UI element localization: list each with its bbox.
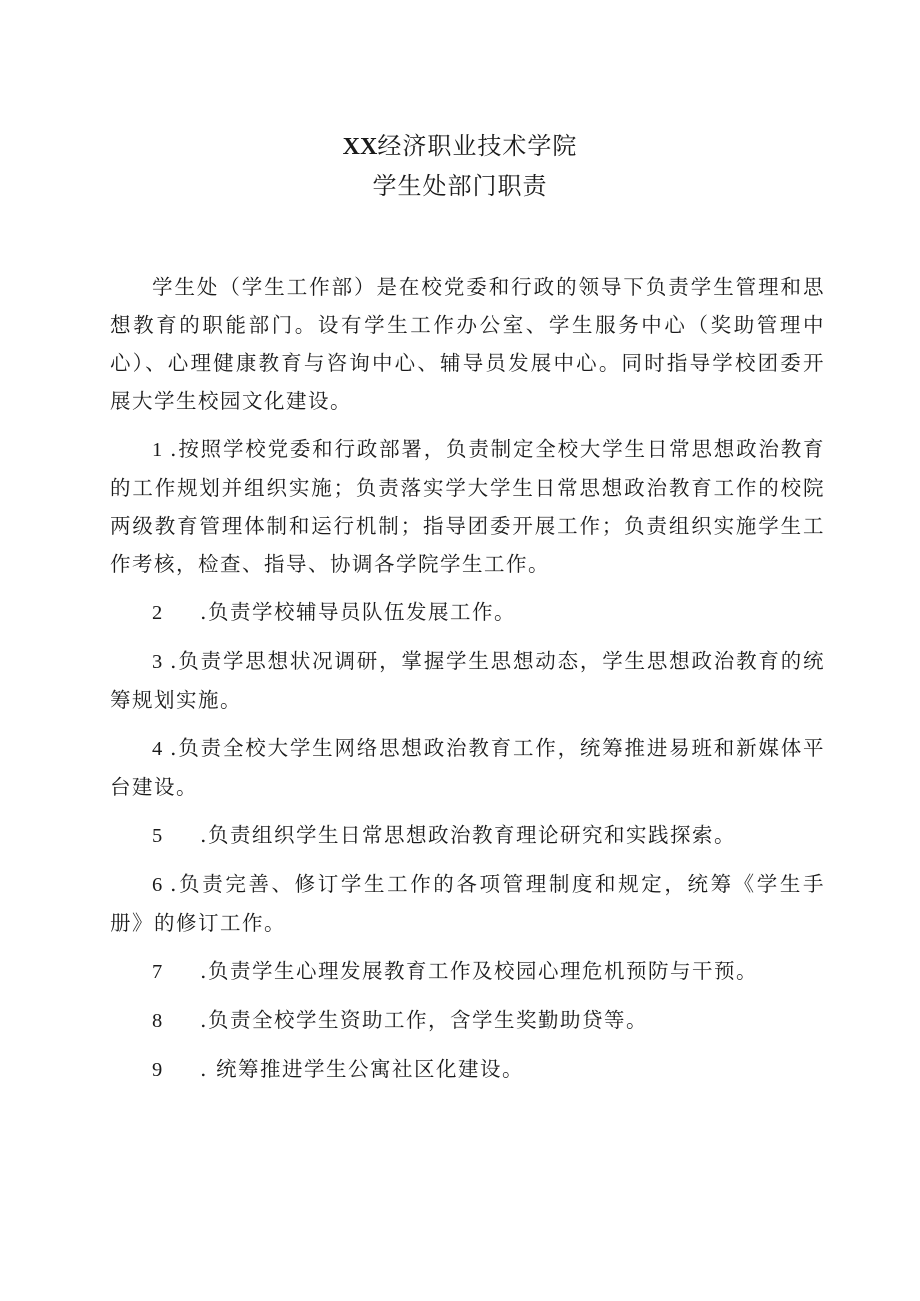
title-prefix: XX (342, 134, 378, 160)
item-number: 2 (152, 602, 163, 624)
item-number: 1 (152, 439, 163, 461)
title-rest: 经济职业技术学院 (377, 132, 578, 160)
item-text: . 统筹推进学生公寓社区化建设。 (200, 1057, 525, 1081)
item-text: .负责学生心理发展教育工作及校园心理危机预防与干预。 (200, 959, 759, 983)
list-item (110, 942, 825, 991)
item-text: .负责组织学生日常思想政治教育理论研究和实践探索。 (200, 823, 737, 847)
item-number: 6 (152, 874, 163, 896)
list-item (110, 806, 825, 855)
item-number: 7 (152, 961, 163, 983)
item-text: .负责学思想状况调研，掌握学生思想动态，学生思想政治教育的统筹规划实施。 (110, 649, 825, 712)
item-text: .负责完善、修订学生工作的各项管理制度和规定，统筹《学生手册》的修订工作。 (110, 872, 825, 935)
list-item (110, 632, 825, 719)
list-item (110, 719, 825, 806)
document-title (0, 126, 920, 166)
intro-paragraph: 学生处（学生工作部）是在校党委和行政的领导下负责学生管理和思想教育的职能部门。设有学生工作办公室、学生服务中心（奖助管理中心）、心理健康教育与咨询中心、辅导员发展中心。同时指导学校团委开展大学生校园文化建设。 (110, 275, 825, 413)
document-body (110, 268, 825, 1089)
item-number: 9 (152, 1059, 163, 1081)
item-number: 8 (152, 1010, 163, 1032)
title-block (0, 126, 920, 206)
document-subtitle: 学生处部门职责 (372, 172, 548, 200)
item-number: 4 (152, 738, 163, 760)
list-item (110, 855, 825, 942)
list-item (110, 420, 825, 583)
list-item (110, 991, 825, 1040)
list-item (110, 1040, 825, 1089)
item-text: .负责全校大学生网络思想政治教育工作，统筹推进易班和新媒体平台建设。 (110, 736, 825, 799)
item-text: .按照学校党委和行政部署，负责制定全校大学生日常思想政治教育的工作规划并组织实施；负责落实学大学生日常思想政治教育工作的校院两级教育管理体制和运行机制；指导团委开展工作；负责组织实施学生工作考核，检查、指导、协调各学院学生工作。 (110, 437, 825, 576)
item-number: 3 (152, 651, 163, 673)
item-text: .负责学校辅导员队伍发展工作。 (200, 600, 517, 624)
list-item (110, 583, 825, 632)
item-text: .负责全校学生资助工作，含学生奖勤助贷等。 (200, 1008, 649, 1032)
item-number: 5 (152, 825, 163, 847)
